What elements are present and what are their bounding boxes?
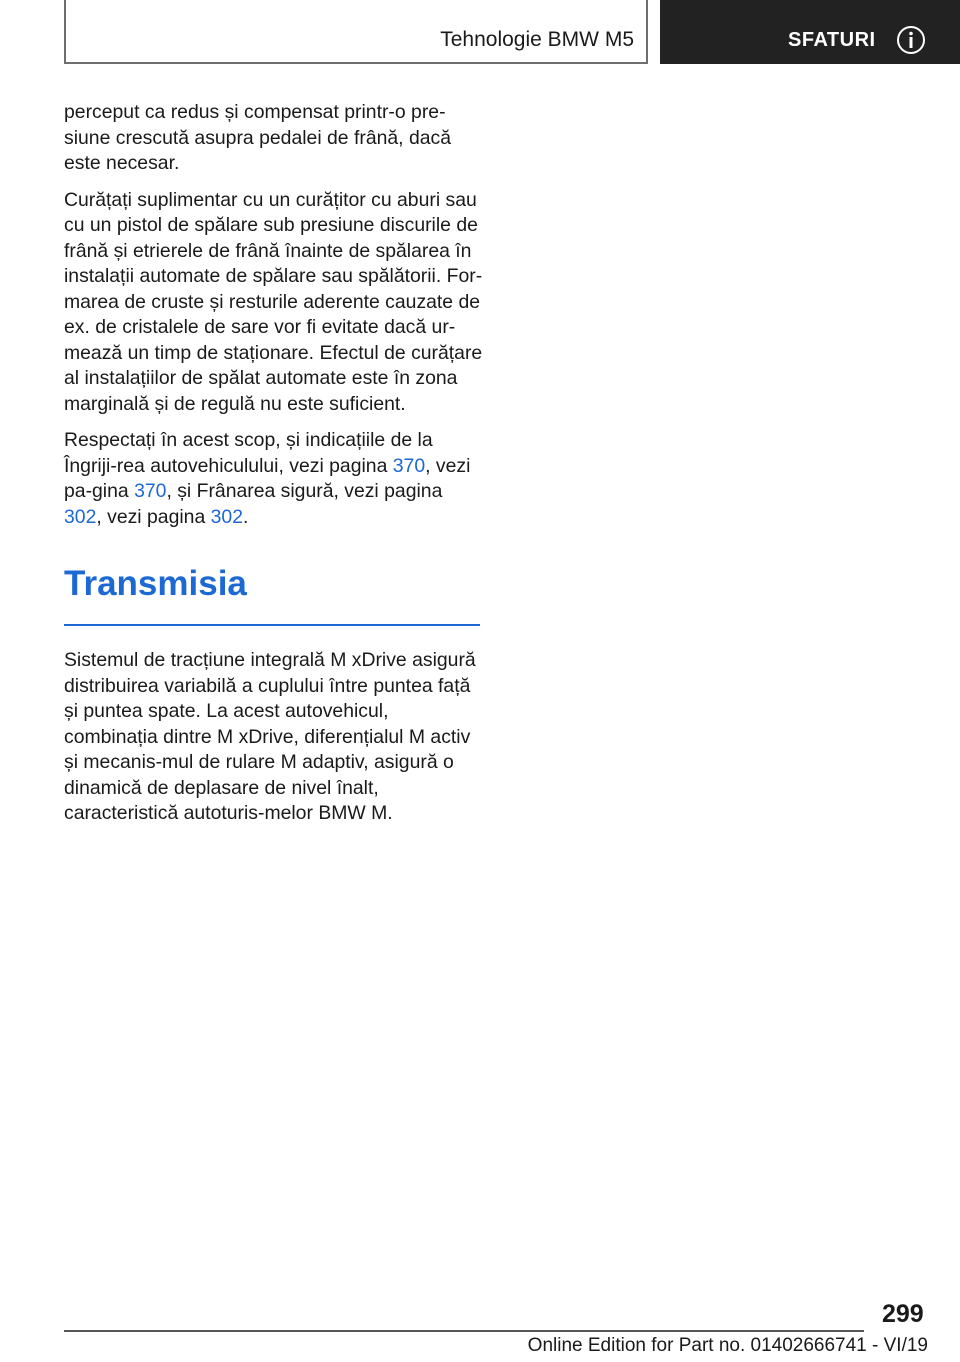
paragraph-3-text: , vezi pagina — [96, 505, 211, 528]
section-label: SFATURI — [788, 29, 876, 51]
paragraph-2: Curățați suplimentar cu un curățitor cu aburi sau cu un pistol de spălare sub presiune discurile de frână și etrierele de frână înainte de spălarea în instalații automate de spălare sau spălătorii. For-marea de cruste și resturile aderente cauzate de ex. de cristalele de sare vor fi evitate dacă ur-mează un timp de staționare. Efectul de curățare al instalațiilor de spălat automate este în zona marginală și de regulă nu este suficient. — [64, 188, 483, 415]
section-divider — [64, 624, 480, 626]
section-tab[interactable] — [660, 0, 960, 64]
section-heading: Transmisia — [64, 564, 247, 603]
paragraph-3-text: Respectați în acest scop, și indicațiile de la Îngriji-rea autovehiculului, vezi pagina — [64, 429, 433, 477]
info-icon[interactable] — [896, 25, 926, 55]
chapter-tab[interactable] — [64, 0, 648, 64]
page-link-370[interactable]: 370 — [134, 480, 167, 502]
paragraph-3-text: , vezi pa-gina — [64, 454, 471, 502]
page-link-302[interactable]: 302 — [210, 505, 243, 528]
edition-note: Online Edition for Part no. 01402666741 - VI/19 — [527, 1335, 928, 1356]
paragraph-4: Sistemul de tracțiune integrală M xDrive asigură distribuirea variabilă a cuplului între puntea față și puntea spate. La acest autovehicul, combinația dintre M xDrive, diferențialul M activ și mecanis-mul de rulare M adaptiv, asigură o dinamică de deplasare de nivel înalt, caracteristică autoturis-melor BMW M. — [64, 649, 476, 824]
footer-divider — [64, 1330, 864, 1332]
chapter-title: Tehnologie BMW M5 — [440, 28, 634, 51]
page-content — [64, 100, 484, 838]
paragraph-3-text: . — [242, 505, 249, 528]
page-link-370[interactable]: 370 — [392, 454, 426, 477]
paragraph-1: perceput ca redus și compensat printr-o pre-siune crescută asupra pedalei de frână, dacă este necesar. — [64, 101, 451, 174]
paragraph-3 — [64, 428, 484, 530]
paragraph-3-text: , și Frânarea sigură, vezi pagina — [166, 480, 443, 502]
page-link-302[interactable]: 302 — [64, 505, 97, 528]
page-number: 299 — [882, 1300, 924, 1328]
